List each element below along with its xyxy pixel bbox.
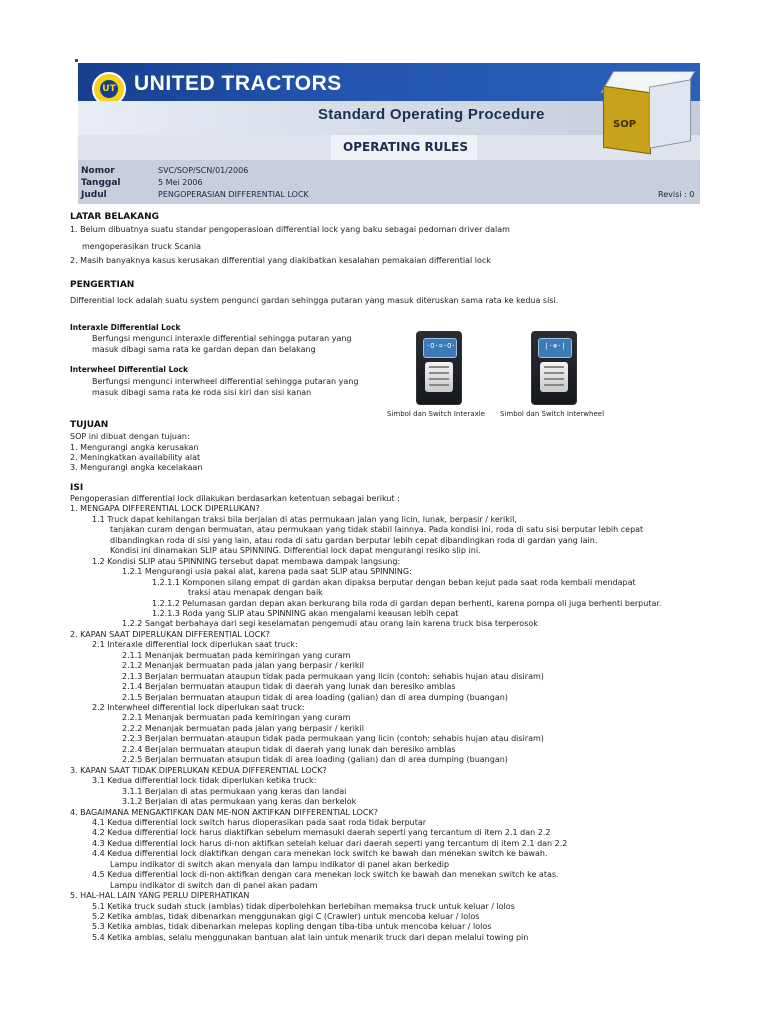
decorative-dot (75, 59, 78, 62)
isi-line: 1.2.1 Mengurangi usia pakai alat, karena pada saat SLIP atau SPINNING: (122, 567, 412, 576)
pengertian-heading: PENGERTIAN (70, 280, 135, 290)
isi-line: 2.2.2 Menanjak bermuatan pada jalan yang berpasir / kerikil (122, 724, 364, 733)
isi-line: 4.4 Kedua differential lock diaktifkan dengan cara menekan lock switch ke bawah dan menekan switch ke bawah. (92, 849, 548, 858)
tujuan-item-2: 2. Meningkatkan availability alat (70, 453, 201, 462)
isi-line: 5.1 Ketika truck sudah stuck (amblas) tidak diperbolehkan berlebihan memaksa truck untuk keluar / lolos (92, 902, 515, 911)
sop-box-image (593, 65, 695, 159)
isi-line: 3. KAPAN SAAT TIDAK DIPERLUKAN KEDUA DIFFERENTIAL LOCK? (70, 766, 327, 775)
interaxle-symbol: ·O·=·O· (423, 338, 457, 358)
isi-line: 2.1.5 Berjalan bermuatan ataupun tidak di area loading (galian) dan di area dumping (buangan) (122, 693, 508, 702)
nomor-value: SVC/SOP/SCN/01/2006 (158, 166, 249, 175)
isi-line: Lampu indikator di switch dan di panel akan padam (110, 881, 318, 890)
interwheel-title: Interwheel Differential Lock (70, 365, 188, 374)
isi-line: 5.3 Ketika amblas, tidak dibenarkan melepas kopling dengan tiba-tiba untuk mencoba keluar / lolos (92, 922, 492, 931)
isi-line: 2.2.4 Berjalan bermuatan ataupun tidak di daerah yang lunak dan beresiko amblas (122, 745, 456, 754)
isi-line: 1.2.1.3 Roda yang SLIP atau SPINNING akan mengalami keausan lebih cepat (152, 609, 459, 618)
isi-line: 2.2.1 Menanjak bermuatan pada kemiringan yang curam (122, 713, 351, 722)
revisi: Revisi : 0 (658, 190, 695, 199)
nomor-label: Nomor (81, 166, 115, 176)
judul-label: Judul (81, 190, 107, 200)
isi-line: 1.2.1.2 Pelumasan gardan depan akan berkurang bila roda di gardan depan berhenti, karena pompa oli juga berhenti berputar. (152, 599, 662, 608)
document-header (78, 63, 700, 203)
isi-line: 4.3 Kedua differential lock harus di-non aktifkan setelah keluar dari daerah seperti yang tercantum di item 2.1 dan 2.2 (92, 839, 568, 848)
caption-interaxle: Simbol dan Switch Interaxle (387, 410, 485, 418)
tanggal-label: Tanggal (81, 178, 121, 188)
latar-heading: LATAR BELAKANG (70, 212, 160, 222)
isi-line: 2.2.3 Berjalan bermuatan ataupun tidak pada permukaan yang licin (contoh: sehabis hujan atau disiram) (122, 734, 544, 743)
judul-value: PENGOPERASIAN DIFFERENTIAL LOCK (158, 190, 309, 199)
interwheel-switch-image (531, 331, 577, 405)
company-name: UNITED TRACTORS (134, 72, 342, 95)
tujuan-item-3: 3. Mengurangi angka kecelakaan (70, 463, 203, 472)
interwheel-desc-2: masuk dibagi sama rata ke roda sisi kiri dan sisi kanan (92, 388, 312, 397)
isi-line: 1.2 Kondisi SLIP atau SPINNING tersebut dapat membawa dampak langsung: (92, 557, 401, 566)
isi-line: 1.1 Truck dapat kehilangan traksi bila berjalan di atas permukaan jalan yang licin, lunak, berpasir / kerikil, (92, 515, 517, 524)
latar-line-2: 2. Masih banyaknya kasus kerusakan differential yang diakibatkan kesalahan pemakaian differential lock (70, 256, 491, 265)
isi-line: 3.1.1 Berjalan di atas permukaan yang keras dan landai (122, 787, 347, 796)
latar-line-1b: mengoperasikan truck Scania (82, 242, 201, 251)
isi-line: 4.5 Kedua differential lock di-non aktifkan dengan cara menekan lock switch ke bawah dan menekan switch ke atas. (92, 870, 559, 879)
isi-line: 4. BAGAIMANA MENGAKTIFKAN DAN ME-NON AKTIFKAN DIFFERENTIAL LOCK? (70, 808, 378, 817)
isi-line: 2.1.3 Berjalan bermuatan ataupun tidak pada permukaan yang licin (contoh: sehabis hujan atau disiram) (122, 672, 544, 681)
section-title: OPERATING RULES (343, 140, 468, 154)
tujuan-heading: TUJUAN (70, 420, 109, 430)
isi-line: 5.2 Ketika amblas, tidak dibenarkan menggunakan gigi C (Crawler) untuk mencoba keluar / lolos (92, 912, 480, 921)
isi-heading: ISI (70, 483, 84, 493)
isi-line: 2.2 Interwheel differential lock diperlukan saat truck: (92, 703, 305, 712)
isi-line: dibandingkan roda di sisi yang lain, atau roda di satu gardan berputar lebih cepat dibandingkan roda di gardan yang lain. (110, 536, 598, 545)
caption-interwheel: Simbol dan Switch Interwheel (500, 410, 605, 418)
interwheel-desc-1: Berfungsi mengunci interwheel differential sehingga putaran yang (92, 377, 359, 386)
isi-line: 1.2.1.1 Komponen silang empat di gardan akan dipaksa berputar dengan beban kejut pada saat roda kembali mendapat (152, 578, 636, 587)
isi-line: 3.1 Kedua differential lock tidak diperlukan ketika truck: (92, 776, 317, 785)
isi-line: 3.1.2 Berjalan di atas permukaan yang keras dan berkelok (122, 797, 357, 806)
interwheel-rocker (540, 362, 568, 392)
interaxle-desc-2: masuk dibagi sama rata ke gardan depan dan belakang (92, 345, 316, 354)
isi-line: 5.4 Ketika amblas, selalu menggunakan bantuan alat lain untuk menarik truck dari depan melalui towing pin (92, 933, 529, 942)
interaxle-switch-image (416, 331, 462, 405)
isi-line: 1. MENGAPA DIFFERENTIAL LOCK DIPERLUKAN? (70, 504, 260, 513)
isi-line: 4.1 Kedua differential lock switch harus dioperasikan pada saat roda tidak berputar (92, 818, 427, 827)
isi-line: 2.1 Interaxle differential lock diperlukan saat truck: (92, 640, 298, 649)
isi-line: 4.2 Kedua differential lock harus diaktifkan sebelum memasuki daerah seperti yang tercantum di item 2.1 dan 2.2 (92, 828, 551, 837)
isi-line: 2. KAPAN SAAT DIPERLUKAN DIFFERENTIAL LOCK? (70, 630, 270, 639)
latar-line-1: 1. Belum dibuatnya suatu standar pengoperasioan differential lock yang baku sebagai pedoman driver dalam (70, 225, 510, 234)
tujuan-item-1: 1. Mengurangi angka kerusakan (70, 443, 199, 452)
isi-line: Kondisi ini dinamakan SLIP atau SPINNING. Differential lock dapat mengurangi resiko slip ini. (110, 546, 481, 555)
sop-box-label: SOP (613, 119, 637, 130)
interaxle-title: Interaxle Differential Lock (70, 323, 181, 332)
interaxle-rocker (425, 362, 453, 392)
isi-line: 1.2.2 Sangat berbahaya dari segi keselamatan pengemudi atau orang lain karena truck bisa terperosok (122, 619, 538, 628)
tanggal-value: 5 Mei 2006 (158, 178, 203, 187)
logo-mark: UT (100, 80, 118, 98)
isi-line: traksi atau menapak dengan baik (188, 588, 323, 597)
sop-title: Standard Operating Procedure (318, 106, 545, 123)
isi-line: 5. HAL-HAL LAIN YANG PERLU DIPERHATIKAN (70, 891, 250, 900)
interaxle-desc-1: Berfungsi mengunci interaxle differential sehingga putaran yang (92, 334, 352, 343)
isi-line: Pengoperasian differential lock dilakukan berdasarkan ketentuan sebagai berikut : (70, 494, 400, 503)
isi-line: 2.1.1 Menanjak bermuatan pada kemiringan yang curam (122, 651, 351, 660)
tujuan-intro: SOP ini dibuat dengan tujuan: (70, 432, 190, 441)
isi-line: 2.1.4 Berjalan bermuatan ataupun tidak di daerah yang lunak dan beresiko amblas (122, 682, 456, 691)
isi-line: 2.1.2 Menanjak bermuatan pada jalan yang berpasir / kerikil (122, 661, 364, 670)
interwheel-symbol: |·⊗·| (538, 338, 572, 358)
pengertian-text: Differential lock adalah suatu system pengunci gardan sehingga putaran yang masuk diteruskan sama rata ke kedua sisi. (70, 296, 559, 305)
isi-line: 2.2.5 Berjalan bermuatan ataupun tidak di area loading (galian) dan di area dumping (buangan) (122, 755, 508, 764)
isi-line: Lampu indikator di switch akan menyala dan lampu indikator di panel akan berkedip (110, 860, 450, 869)
isi-line: tanjakan curam dengan bermuatan, atau permukaan yang tidak stabil lainnya. Pada kondisi ini, roda di satu sisi berputar lebih cepat (110, 525, 644, 534)
